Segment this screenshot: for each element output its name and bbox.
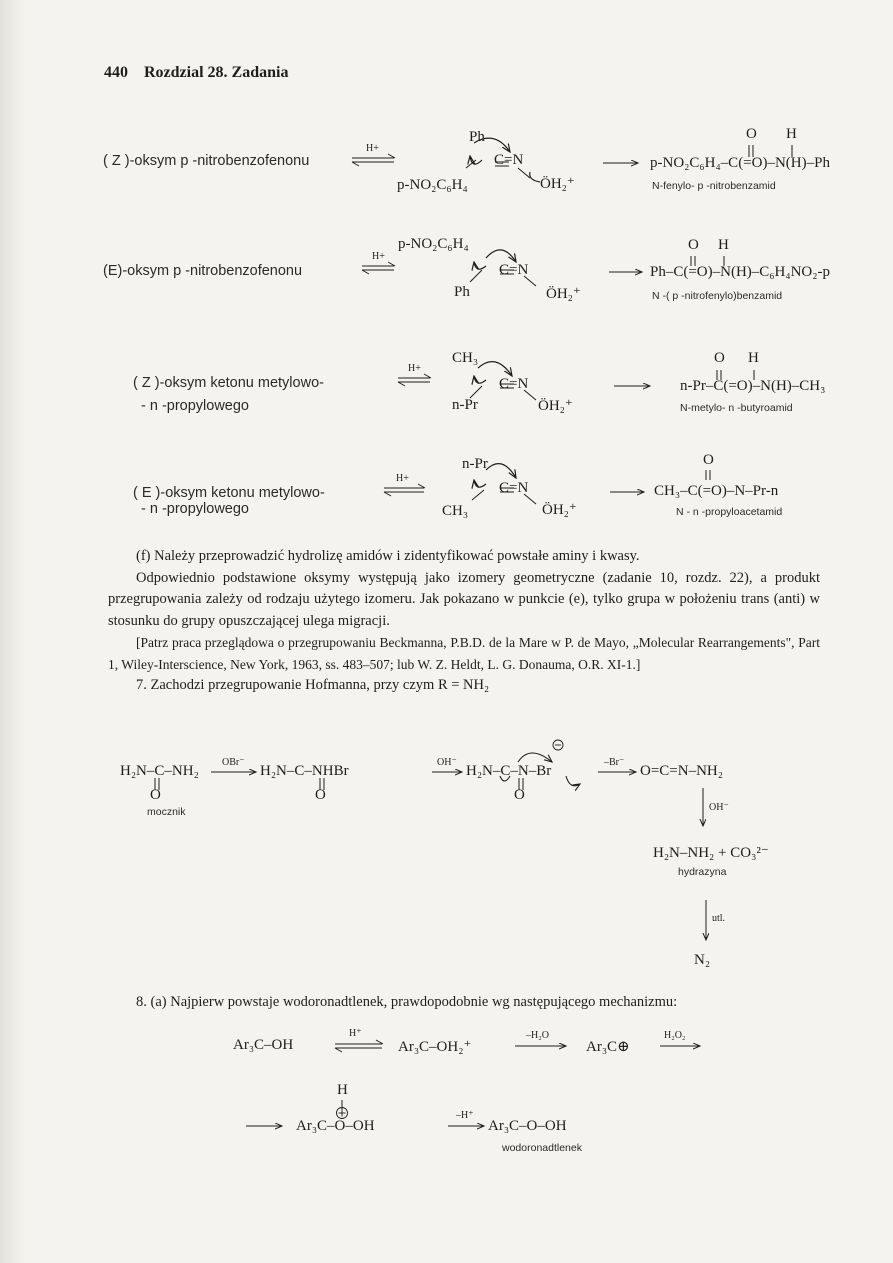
reaction-2-migrating-group: p-NO₂C₆H₄ [398,236,469,252]
paragraph-8: 8. (a) Najpierw powstaje wodoronadtlenek, prawdopodobnie wg następującego mechanizmu: [136,994,678,1010]
reaction-3-product-o: O [714,350,725,366]
reaction-1-catalyst: H+ [366,143,379,154]
nitrogen: N₂ [694,952,711,968]
reaction-4-leaving-group: ÖH₂⁺ [542,502,577,518]
bromoamide-anion: H₂N–C–N–Br [466,763,552,779]
reaction-2-cn: C=N [499,262,529,278]
reaction-3-leaving-group: ÖH₂⁺ [538,398,573,414]
carbocation: Ar₃C⊕ [586,1039,630,1055]
n-bromourea: H₂N–C–NHBr [260,763,349,779]
reaction-4-label-line2: - n -propylowego [141,501,249,517]
reaction-1-product-h: H [786,126,797,142]
reaction-4-product-o: O [703,452,714,468]
reaction-3-label-line1: ( Z )-oksym ketonu metylowo- [133,375,324,391]
oxonium-intermediate: Ar₃C–O–OH [296,1118,375,1134]
hydroperoxide: Ar₃C–O–OH [488,1118,567,1134]
hofmann-reagent-3: –Br⁻ [604,757,625,768]
urea-oxygen: O [150,787,161,803]
reaction-4-product-name: N - n -propyloacetamid [676,506,783,518]
hofmann-reagent-5: utl. [712,913,726,924]
hofmann-reagent-1: OBr⁻ [222,757,245,768]
reaction-4-cn: C=N [499,480,529,496]
isocyanate: O=C=N–NH₂ [640,763,723,779]
hydrazine-carbonate: H₂N–NH₂ + CO₃²⁻ [653,845,769,861]
reaction-4-other-group: CH₃ [442,503,469,519]
hofmann-reagent-2: OH⁻ [437,757,457,768]
urea: H₂N–C–NH₂ [120,763,199,779]
hydrazine-name: hydrazyna [678,866,727,878]
reaction-2-other-group: Ph [454,284,470,300]
reaction-1-migrating-group: Ph [469,129,485,145]
chapter-title: Rozdzial 28. Zadania [144,64,289,81]
triarylmethanol: Ar₃C–OH [233,1037,294,1053]
page-number: 440 [104,64,128,81]
n-bromourea-oxygen: O [315,787,326,803]
reaction-1-leaving-group: ÖH₂⁺ [540,176,575,192]
reaction-2-product-o: O [688,237,699,253]
reaction-4-label-line1: ( E )-oksym ketonu metylowo- [133,485,325,501]
hofmann-reagent-4: OH⁻ [709,802,729,813]
reaction-1-other-group: p-NO₂C₆H₄ [397,177,468,193]
reaction-3-product-name: N-metylo- n -butyroamid [680,402,793,414]
reaction-3-other-group: n-Pr [452,397,478,413]
reaction-4-catalyst: H+ [396,473,409,484]
reaction-3-catalyst: H+ [408,363,421,374]
reaction-2-product: Ph–C(=O)–N(H)–C₆H₄NO₂-p [650,264,830,280]
body-text [108,546,820,697]
paragraph-oximes: Odpowiednio podstawione oksymy występują jako izomery geometryczne (zadanie 10, rozdz. 22), a produkt przegrupowania zależy od rodzaju użytego izomeru. Jak pokazano w punkcie (e), tylko grupa w położeniu trans (anti) w stosunku do grupy opuszczającej ulega migracji. [108,569,820,629]
protonated-alcohol: Ar₃C–OH₂⁺ [398,1039,472,1055]
hofmann-graphics [155,740,706,940]
reaction-1-cn: C=N [494,152,524,168]
reaction-1-product-name: N-fenylo- p -nitrobenzamid [652,180,776,192]
reaction-1-product: p-NO₂C₆H₄–C(=O)–N(H)–Ph [650,155,830,171]
hydroperoxide-name: wodoronadtlenek [502,1142,582,1154]
paragraph-7: 7. Zachodzi przegrupowanie Hofmanna, przy czym R = NH₂ [136,677,490,693]
reaction-2-product-name: N -( p -nitrofenylo)benzamid [652,290,783,302]
reaction-3-label-line2: - n -propylowego [141,398,249,414]
mech8-reagent-d: –H⁺ [456,1110,474,1121]
bromoamide-oxygen: O [514,787,525,803]
reaction-3-migrating-group: CH₃ [452,350,479,366]
reaction-3-product-h: H [748,350,759,366]
mech8-reagent-c: H₂O₂ [664,1030,686,1041]
reaction-3-cn: C=N [499,376,529,392]
mech8-reagent-a: H⁺ [349,1028,362,1039]
reaction-2-product-h: H [718,237,729,253]
reaction-1-label: ( Z )-oksym p -nitrobenzofenonu [103,153,310,169]
urea-name: mocznik [147,806,186,818]
paragraph-f: (f) Należy przeprowadzić hydrolizę amidów i zidentyfikować powstałe aminy i kwasy. [136,548,640,564]
reaction-1-product-o: O [746,126,757,142]
paragraph-reference: [Patrz praca przeglądowa o przegrupowaniu Beckmanna, P.B.D. de la Mare w P. de Mayo, „Molecular Rearrangements", Part 1, Wiley-Interscience, New York, 1963, ss. 483–507; lub W. Z. Heldt, L. G. Donauma, O.R. XI-1.] [108,635,820,672]
reaction-3-product: n-Pr–C(=O)–N(H)–CH₃ [680,378,826,394]
reaction-2-label: (E)-oksym p -nitrobenzofenonu [103,263,303,279]
reaction-4-migrating-group: n-Pr [462,456,488,472]
reaction-2-catalyst: H+ [372,251,385,262]
reaction-4-product: CH₃–C(=O)–N–Pr-n [654,483,779,499]
reaction-2-leaving-group: ÖH₂⁺ [546,286,581,302]
mech8-reagent-b: –H₂O [526,1030,549,1041]
oxonium-h: H [337,1082,348,1098]
